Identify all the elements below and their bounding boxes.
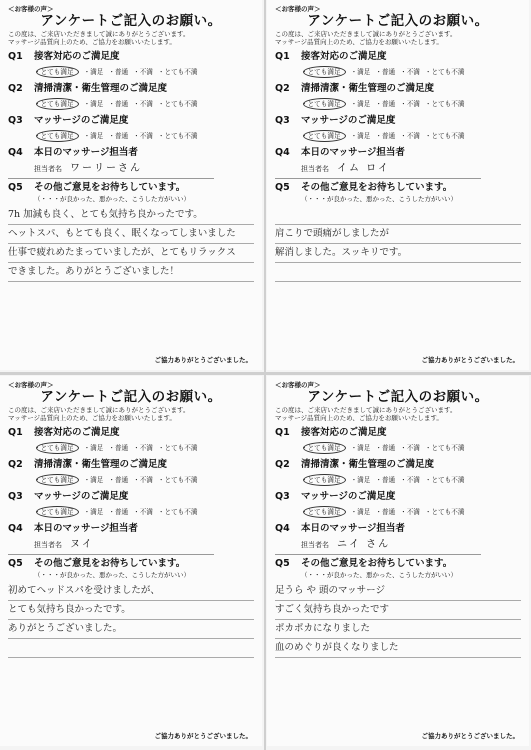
- question-2: [8, 458, 254, 488]
- staff-field[interactable]: [275, 536, 481, 555]
- question-text: 接客対応のご満足度: [34, 51, 120, 62]
- staff-label: 担当者名: [301, 541, 329, 549]
- option[interactable]: 満足: [357, 100, 371, 108]
- option[interactable]: 満足: [90, 132, 104, 140]
- option[interactable]: 不満: [139, 444, 153, 452]
- comment-area[interactable]: [8, 582, 254, 658]
- card-title: アンケートご記入のお願い。: [307, 389, 489, 405]
- question-number: Q4: [275, 523, 290, 534]
- question-4: [8, 146, 254, 179]
- rating-options: ・とても満足 ・満足 ・普通 ・不満 ・とても不満: [34, 508, 198, 516]
- comment-area[interactable]: [275, 582, 521, 658]
- question-2: [275, 458, 521, 488]
- question-number: Q3: [8, 115, 23, 126]
- staff-name: ニイ さん: [337, 539, 391, 550]
- intro-line: マッサージ品質向上のため、ご協力をお願いいたします。: [8, 414, 176, 422]
- option[interactable]: とても不満: [164, 100, 198, 108]
- card-tag: ＜お客様の声＞: [8, 5, 54, 13]
- card-title: アンケートご記入のお願い。: [40, 389, 222, 405]
- thanks-note: ご協力ありがとうございました。: [154, 732, 252, 740]
- option[interactable]: 満足: [90, 476, 104, 484]
- option[interactable]: とても満足: [36, 98, 79, 110]
- comment-line: 足うら や 頭のマッサージ: [275, 582, 521, 601]
- option[interactable]: 満足: [90, 508, 104, 516]
- comment-area[interactable]: [275, 206, 521, 282]
- comment-line: [275, 206, 521, 225]
- question-3: [8, 114, 254, 144]
- question-3: [275, 490, 521, 520]
- rating-options: ・とても満足 ・満足 ・普通 ・不満 ・とても不満: [34, 444, 198, 452]
- option[interactable]: 普通: [381, 68, 396, 76]
- option[interactable]: とても不満: [164, 132, 198, 140]
- option[interactable]: とても不満: [164, 476, 198, 484]
- staff-field[interactable]: [8, 536, 214, 555]
- staff-name: ヌイ: [70, 539, 94, 550]
- option[interactable]: 普通: [114, 68, 129, 76]
- question-5: [275, 181, 521, 282]
- question-text: 接客対応のご満足度: [34, 427, 120, 438]
- option[interactable]: とても不満: [164, 444, 198, 452]
- option[interactable]: 満足: [357, 132, 371, 140]
- question-text: 本日のマッサージ担当者: [34, 523, 138, 534]
- option[interactable]: 普通: [381, 132, 396, 140]
- question-number: Q1: [8, 51, 23, 62]
- option[interactable]: とても満足: [303, 506, 346, 518]
- option[interactable]: とても満足: [36, 66, 79, 78]
- question-number: Q4: [8, 147, 23, 158]
- question-2: [8, 82, 254, 112]
- option[interactable]: とても満足: [36, 442, 79, 454]
- question-4: [8, 522, 254, 555]
- staff-field[interactable]: [8, 160, 214, 179]
- option[interactable]: とても満足: [36, 474, 79, 486]
- rating-options: ・とても満足 ・満足 ・普通 ・不満 ・とても不満: [34, 476, 198, 484]
- question-number: Q5: [275, 182, 290, 193]
- option[interactable]: 不満: [139, 476, 153, 484]
- question-text: マッサージのご満足度: [301, 491, 396, 502]
- option[interactable]: 普通: [381, 444, 396, 452]
- option[interactable]: 満足: [90, 68, 104, 76]
- question-1: [8, 50, 254, 80]
- card-tag: ＜お客様の声＞: [8, 381, 54, 389]
- card-intro: [275, 30, 521, 48]
- question-5: [8, 557, 254, 658]
- option[interactable]: 普通: [114, 132, 129, 140]
- intro-line: この度は、ご来店いただきまして誠にありがとうございます。: [8, 406, 190, 414]
- comment-line: 血のめぐりが良くなりました: [275, 639, 521, 658]
- option[interactable]: とても不満: [431, 100, 465, 108]
- question-number: Q3: [275, 491, 290, 502]
- card-intro: [8, 30, 254, 48]
- vertical-divider: [264, 0, 266, 750]
- question-text: その他ご意見をお待ちしています。: [301, 182, 453, 193]
- intro-line: この度は、ご来店いただきまして誠にありがとうございます。: [275, 406, 457, 414]
- question-number: Q4: [8, 523, 23, 534]
- staff-name: イム ロイ: [337, 163, 390, 174]
- option[interactable]: とても満足: [303, 66, 346, 78]
- survey-card: [0, 0, 262, 370]
- thanks-note: ご協力ありがとうございました。: [421, 356, 519, 364]
- intro-line: この度は、ご来店いただきまして誠にありがとうございます。: [275, 30, 457, 38]
- comment-line: ポカポカになりました: [275, 620, 521, 639]
- rating-options: ・とても満足 ・満足 ・普通 ・不満 ・とても不満: [34, 100, 198, 108]
- option[interactable]: とても不満: [431, 508, 465, 516]
- question-2: [275, 82, 521, 112]
- intro-line: マッサージ品質向上のため、ご協力をお願いいたします。: [8, 38, 176, 46]
- option[interactable]: 普通: [381, 476, 396, 484]
- card-intro: [275, 406, 521, 424]
- option[interactable]: 満足: [90, 100, 104, 108]
- question-text: その他ご意見をお待ちしています。: [34, 558, 186, 569]
- option[interactable]: 不満: [139, 100, 153, 108]
- option[interactable]: 普通: [114, 508, 129, 516]
- question-4: [275, 522, 521, 555]
- question-5: [275, 557, 521, 658]
- question-text: その他ご意見をお待ちしています。: [34, 182, 186, 193]
- question-subtext: （・・・が良かった、悪かった、こうした方がいい）: [34, 571, 190, 579]
- comment-line: とても気持ち良かったです。: [8, 601, 254, 620]
- option[interactable]: 満足: [357, 476, 371, 484]
- question-number: Q2: [8, 459, 23, 470]
- rating-options: ・とても満足 ・満足 ・普通 ・不満 ・とても不満: [301, 132, 465, 140]
- option[interactable]: とても不満: [164, 68, 198, 76]
- question-subtext: （・・・が良かった、悪かった、こうした方がいい）: [301, 571, 457, 579]
- question-text: その他ご意見をお待ちしています。: [301, 558, 453, 569]
- option[interactable]: 不満: [139, 132, 153, 140]
- intro-line: マッサージ品質向上のため、ご協力をお願いいたします。: [275, 38, 443, 46]
- option[interactable]: 不満: [406, 100, 420, 108]
- option[interactable]: 満足: [90, 444, 104, 452]
- intro-line: マッサージ品質向上のため、ご協力をお願いいたします。: [275, 414, 443, 422]
- thanks-note: ご協力ありがとうございました。: [421, 732, 519, 740]
- question-text: 清掃清潔・衛生管理のご満足度: [301, 459, 435, 470]
- option[interactable]: 普通: [114, 476, 129, 484]
- comment-line: できました。ありがとうございました！: [8, 263, 254, 282]
- option[interactable]: とても満足: [303, 98, 346, 110]
- question-subtext: （・・・が良かった、悪かった、こうした方がいい）: [34, 195, 190, 203]
- option[interactable]: とても不満: [431, 68, 465, 76]
- question-1: [275, 426, 521, 456]
- question-4: [275, 146, 521, 179]
- question-number: Q2: [8, 83, 23, 94]
- card-tag: ＜お客様の声＞: [275, 381, 321, 389]
- option[interactable]: とても不満: [431, 132, 465, 140]
- question-1: [8, 426, 254, 456]
- comment-line: [275, 263, 521, 282]
- question-number: Q1: [8, 427, 23, 438]
- question-text: マッサージのご満足度: [34, 115, 129, 126]
- option[interactable]: とても不満: [431, 444, 465, 452]
- staff-label: 担当者名: [301, 165, 329, 173]
- comment-line: ありがとうございました。: [8, 620, 254, 639]
- staff-field[interactable]: [275, 160, 481, 179]
- option[interactable]: 満足: [357, 68, 371, 76]
- option[interactable]: 不満: [406, 444, 420, 452]
- option[interactable]: 不満: [406, 508, 420, 516]
- question-3: [8, 490, 254, 520]
- comment-line: 肩こりで頭痛がしましたが: [275, 225, 521, 244]
- survey-card: [0, 376, 262, 746]
- option[interactable]: とても満足: [36, 506, 79, 518]
- question-text: 接客対応のご満足度: [301, 427, 387, 438]
- question-text: 清掃清潔・衛生管理のご満足度: [301, 83, 435, 94]
- comment-line: すごく気持ち良かったです: [275, 601, 521, 620]
- option[interactable]: とても満足: [303, 442, 346, 454]
- question-number: Q5: [8, 558, 23, 569]
- thanks-note: ご協力ありがとうございました。: [154, 356, 252, 364]
- question-number: Q2: [275, 459, 290, 470]
- option[interactable]: とても満足: [36, 130, 79, 142]
- comment-line: 初めてヘッドスパを受けましたが、: [8, 582, 254, 601]
- option[interactable]: 普通: [381, 100, 396, 108]
- comment-line: 仕事で疲れめたまっていましたが、とてもリラックス: [8, 244, 254, 263]
- comment-line: 7h 加減も良く、とても気持ち良かったです。: [8, 206, 254, 225]
- question-text: 接客対応のご満足度: [301, 51, 387, 62]
- question-subtext: （・・・が良かった、悪かった、こうした方がいい）: [301, 195, 457, 203]
- option[interactable]: 普通: [381, 508, 396, 516]
- question-number: Q4: [275, 147, 290, 158]
- option[interactable]: 普通: [114, 100, 129, 108]
- option[interactable]: 不満: [406, 68, 420, 76]
- staff-label: 担当者名: [34, 541, 62, 549]
- card-intro: [8, 406, 254, 424]
- card-tag: ＜お客様の声＞: [275, 5, 321, 13]
- question-text: マッサージのご満足度: [34, 491, 129, 502]
- rating-options: ・とても満足 ・満足 ・普通 ・不満 ・とても不満: [34, 68, 198, 76]
- option[interactable]: 不満: [139, 508, 153, 516]
- horizontal-divider: [0, 372, 531, 375]
- question-number: Q5: [275, 558, 290, 569]
- question-1: [275, 50, 521, 80]
- option[interactable]: とても不満: [164, 508, 198, 516]
- question-number: Q3: [8, 491, 23, 502]
- rating-options: ・とても満足 ・満足 ・普通 ・不満 ・とても不満: [301, 68, 465, 76]
- comment-area[interactable]: [8, 206, 254, 282]
- option[interactable]: とても不満: [431, 476, 465, 484]
- option[interactable]: とても満足: [303, 474, 346, 486]
- question-text: 清掃清潔・衛生管理のご満足度: [34, 459, 168, 470]
- option[interactable]: 不満: [139, 68, 153, 76]
- question-text: 清掃清潔・衛生管理のご満足度: [34, 83, 168, 94]
- intro-line: この度は、ご来店いただきまして誠にありがとうございます。: [8, 30, 190, 38]
- option[interactable]: とても満足: [303, 130, 346, 142]
- rating-options: ・とても満足 ・満足 ・普通 ・不満 ・とても不満: [301, 476, 465, 484]
- question-text: 本日のマッサージ担当者: [301, 523, 405, 534]
- survey-card: [267, 376, 529, 746]
- comment-line: [8, 639, 254, 658]
- comment-line: 解消しました。スッキリです。: [275, 244, 521, 263]
- rating-options: ・とても満足 ・満足 ・普通 ・不満 ・とても不満: [301, 100, 465, 108]
- staff-label: 担当者名: [34, 165, 62, 173]
- option[interactable]: 満足: [357, 508, 371, 516]
- comment-line: ヘットスパ、もとても良く、眠くなってしまいました: [8, 225, 254, 244]
- question-text: マッサージのご満足度: [301, 115, 396, 126]
- option[interactable]: 不満: [406, 476, 420, 484]
- card-title: アンケートご記入のお願い。: [307, 13, 489, 29]
- survey-card: [267, 0, 529, 370]
- question-number: Q3: [275, 115, 290, 126]
- question-3: [275, 114, 521, 144]
- rating-options: ・とても満足 ・満足 ・普通 ・不満 ・とても不満: [301, 508, 465, 516]
- question-number: Q2: [275, 83, 290, 94]
- question-number: Q1: [275, 427, 290, 438]
- card-title: アンケートご記入のお願い。: [40, 13, 222, 29]
- option[interactable]: 不満: [406, 132, 420, 140]
- question-text: 本日のマッサージ担当者: [301, 147, 405, 158]
- rating-options: ・とても満足 ・満足 ・普通 ・不満 ・とても不満: [301, 444, 465, 452]
- option[interactable]: 満足: [357, 444, 371, 452]
- question-number: Q1: [275, 51, 290, 62]
- option[interactable]: 普通: [114, 444, 129, 452]
- question-text: 本日のマッサージ担当者: [34, 147, 138, 158]
- rating-options: ・とても満足 ・満足 ・普通 ・不満 ・とても不満: [34, 132, 198, 140]
- question-number: Q5: [8, 182, 23, 193]
- question-5: [8, 181, 254, 282]
- staff-name: ワーリーさん: [70, 163, 142, 174]
